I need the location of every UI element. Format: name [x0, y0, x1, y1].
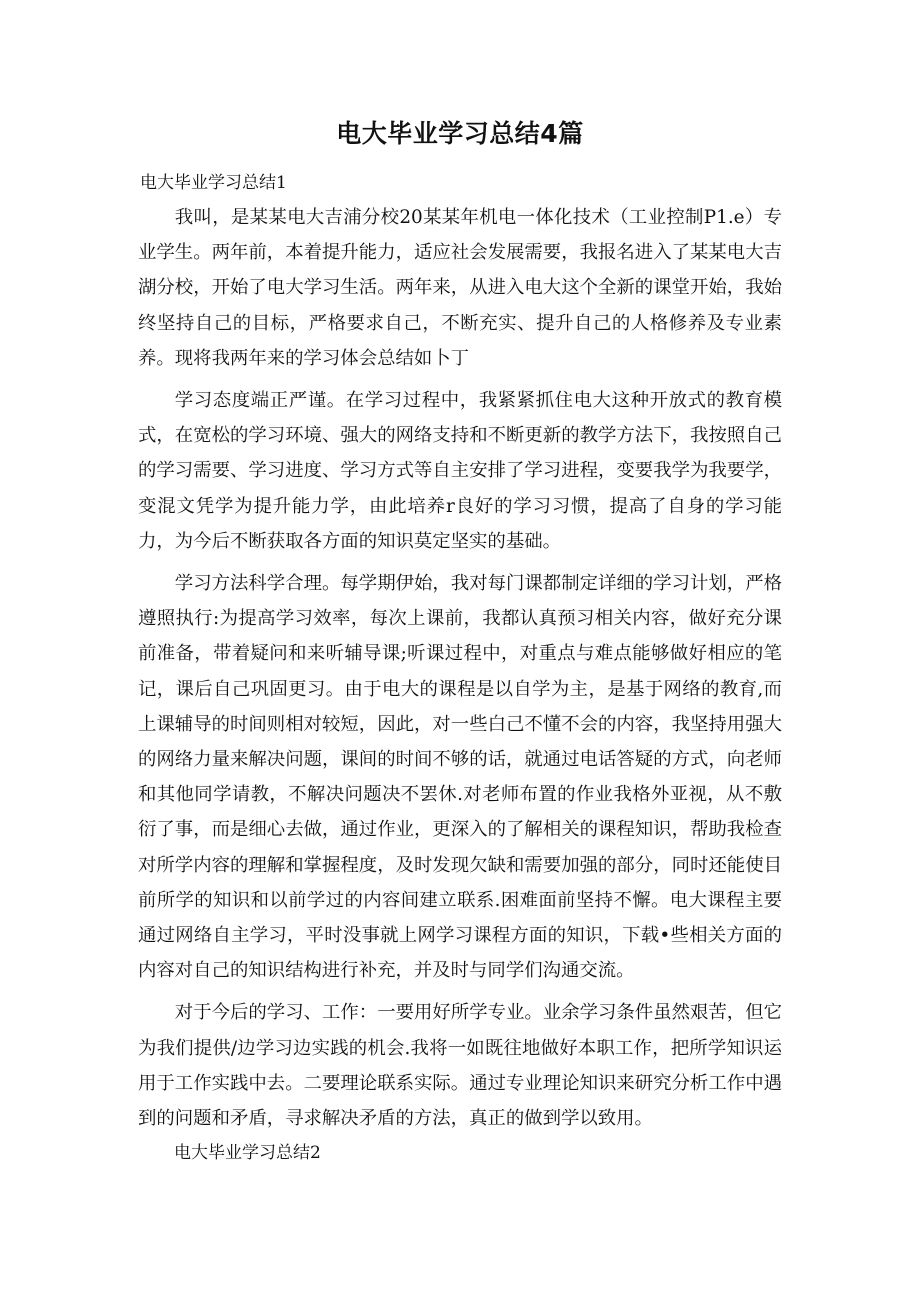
paragraph-attitude: 学习态度端正严谨。在学习过程中，我紧紧抓住电大这种开放式的教育模式，在宽松的学习环境、强大的网络支持和不断更新的教学方法下，我按照自己的学习需要、学习进度、学习方式等自主安排了学习进程，变要我学为我要学，变混文凭学为提升能力学，由此培养r良好的学习习惯，提高了自身的学习能力，为今后不断获取各方面的知识莫定坚实的基础。 — [138, 390, 782, 552]
paragraph-intro: 我叫，是某某电大吉浦分校20某某年机电一体化技术（工业控制P1.e）专业学生。两年前，本着提升能力，适应社会发展需要，我报名进入了某某电大吉湖分校，开始了电大学习生活。两年来，从进入电大这个全新的课堂开始，我始终坚持自己的目标，严格要求自己，不断充实、提升自己的人格修养及专业素养。现将我两年来的学习体会总结如卜丁 — [138, 207, 782, 369]
document-body — [138, 200, 782, 1143]
document-title: 电大毕业学习总结4篇 — [336, 119, 584, 148]
section-heading-2: 电大毕业学习总结2 — [174, 1143, 321, 1163]
section-heading-1: 电大毕业学习总结1 — [140, 173, 287, 193]
paragraph-method: 学习方法科学合理。每学期伊始，我对每门课都制定详细的学习计划，严格遵照执行:为提高学习效率，每次上课前，我都认真预习相关内容，做好充分课前准备，带着疑问和来听辅导课;听课过程中，对重点与难点能够做好相应的笔记，课后自己巩固更习。由于电大的课程是以自学为主，是基于网络的教育,而上课辅导的时间则相对较短，因此，对一些白己不懂不会的内容，我坚持用强大的网络力量来解决问题，课间的时间不够的话，就通过电话答疑的方式，向老师和其他同学请教，不解决问题决不罢休.对老师布置的作业我格外亚视，从不敷衍了事，而是细心去做，通过作业，更深入的了解相关的课程知识，帮助我检查对所学内容的理解和掌握程度，及时发现欠缺和需要加强的部分，同时还能使目前所学的知识和以前学过的内容间建立联系.困难面前坚持不懈。电大课程主要通过网络自主学习，平时没事就上网学习课程方面的知识，下载•些相关方面的内容对自己的知识结构进行补充，并及时与同学们沟通交流。 — [138, 573, 782, 982]
paragraph-future: 对于今后的学习、工作：一要用好所学专业。业余学习条件虽然艰苦，但它为我们提供/边学习边实践的机会.我将一如既往地做好本职工作，把所学知识运用于工作实践中去。二要理论联系实际。通过专业理论知识来研究分析工作中遇到的问题和矛盾，寻求解决矛盾的方法，真正的做到学以致用。 — [138, 1002, 782, 1130]
